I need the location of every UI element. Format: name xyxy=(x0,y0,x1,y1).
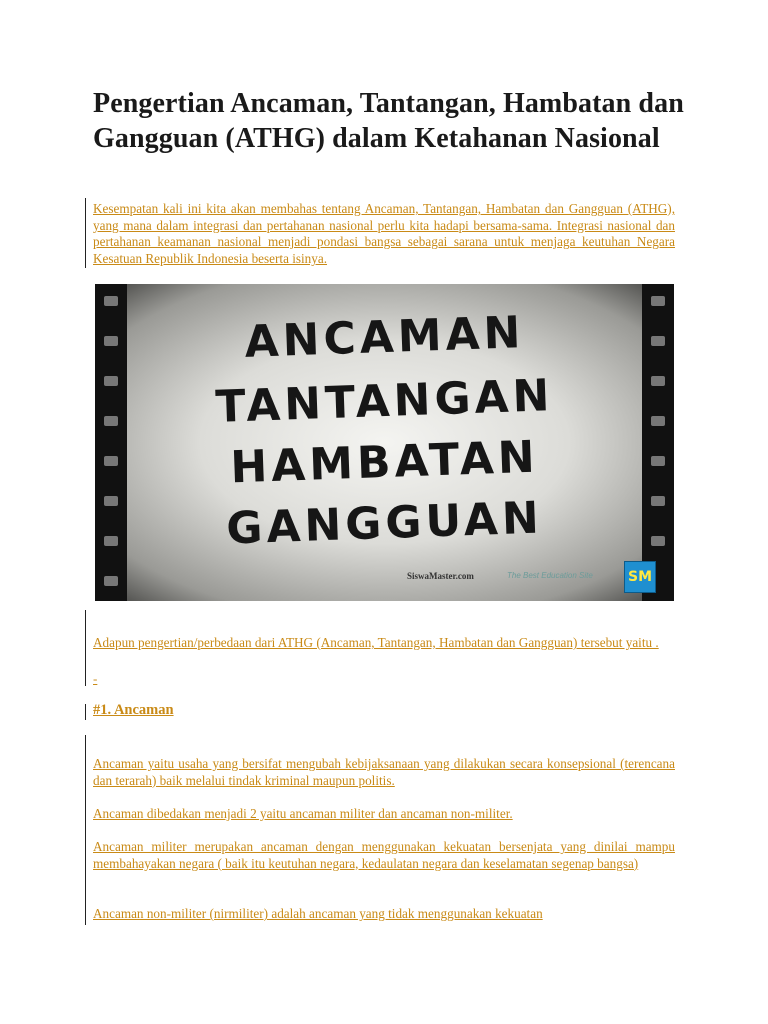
intro-link-paragraph[interactable]: Kesempatan kali ini kita akan membahas tentang Ancaman, Tantangan, Hambatan dan Gangguan (ATHG), yang mana dalam integrasi dan pertahanan nasional perlu kita hadapi bersama-sama. Integrasi nasional dan pertahanan keamanan nasional menjadi pondasi bangsa sebagai sarana untuk menjaga keutuhan Negara Kesatuan Republik Indonesia beserta isinya. xyxy=(93,201,675,267)
section-heading-ancaman[interactable]: #1. Ancaman xyxy=(93,702,174,718)
page-title: Pengertian Ancaman, Tantangan, Hambatan dan Gangguan (ATHG) dalam Ketahanan Nasional xyxy=(93,88,684,154)
margin-bar-top xyxy=(85,198,86,268)
hero-image xyxy=(95,284,674,601)
margin-bar-heading xyxy=(85,704,86,720)
sm-logo-icon: SM xyxy=(624,561,656,593)
paragraph-ancaman-types[interactable]: Ancaman dibedakan menjadi 2 yaitu ancaman militer dan ancaman non-militer. xyxy=(93,806,513,821)
hero-credit: SiswaMaster.com xyxy=(407,571,474,581)
paragraph-ancaman-definition[interactable]: Ancaman yaitu usaha yang bersifat mengubah kebijaksanaan yang dilakukan secara konsepsional (terencana dan terarah) baik melalui tindak kriminal maupun politis. xyxy=(93,756,675,788)
hero-word-gangguan: GANGGUAN xyxy=(225,492,544,555)
hero-word-ancaman: ANCAMAN xyxy=(243,307,526,368)
hero-tagline: The Best Education Site xyxy=(507,571,593,580)
definition-intro-link[interactable]: Adapun pengertian/perbedaan dari ATHG (Ancaman, Tantangan, Hambatan dan Gangguan) tersebut yaitu . xyxy=(93,635,659,650)
margin-bar-middle xyxy=(85,610,86,686)
hero-word-hambatan: HAMBATAN xyxy=(229,431,540,494)
stray-link-mark[interactable]: - xyxy=(93,671,98,686)
hero-word-tantangan: TANTANGAN xyxy=(214,370,555,433)
paragraph-ancaman-nonmiliter[interactable]: Ancaman non-militer (nirmiliter) adalah ancaman yang tidak menggunakan kekuatan xyxy=(93,906,543,921)
paragraph-ancaman-militer[interactable]: Ancaman militer merupakan ancaman dengan menggunakan kekuatan bersenjata yang dinilai mampu membahayakan negara ( baik itu keutuhan negara, kedaulatan negara dan keselamatan segenap bangsa) xyxy=(93,839,675,871)
margin-bar-bottom xyxy=(85,735,86,925)
